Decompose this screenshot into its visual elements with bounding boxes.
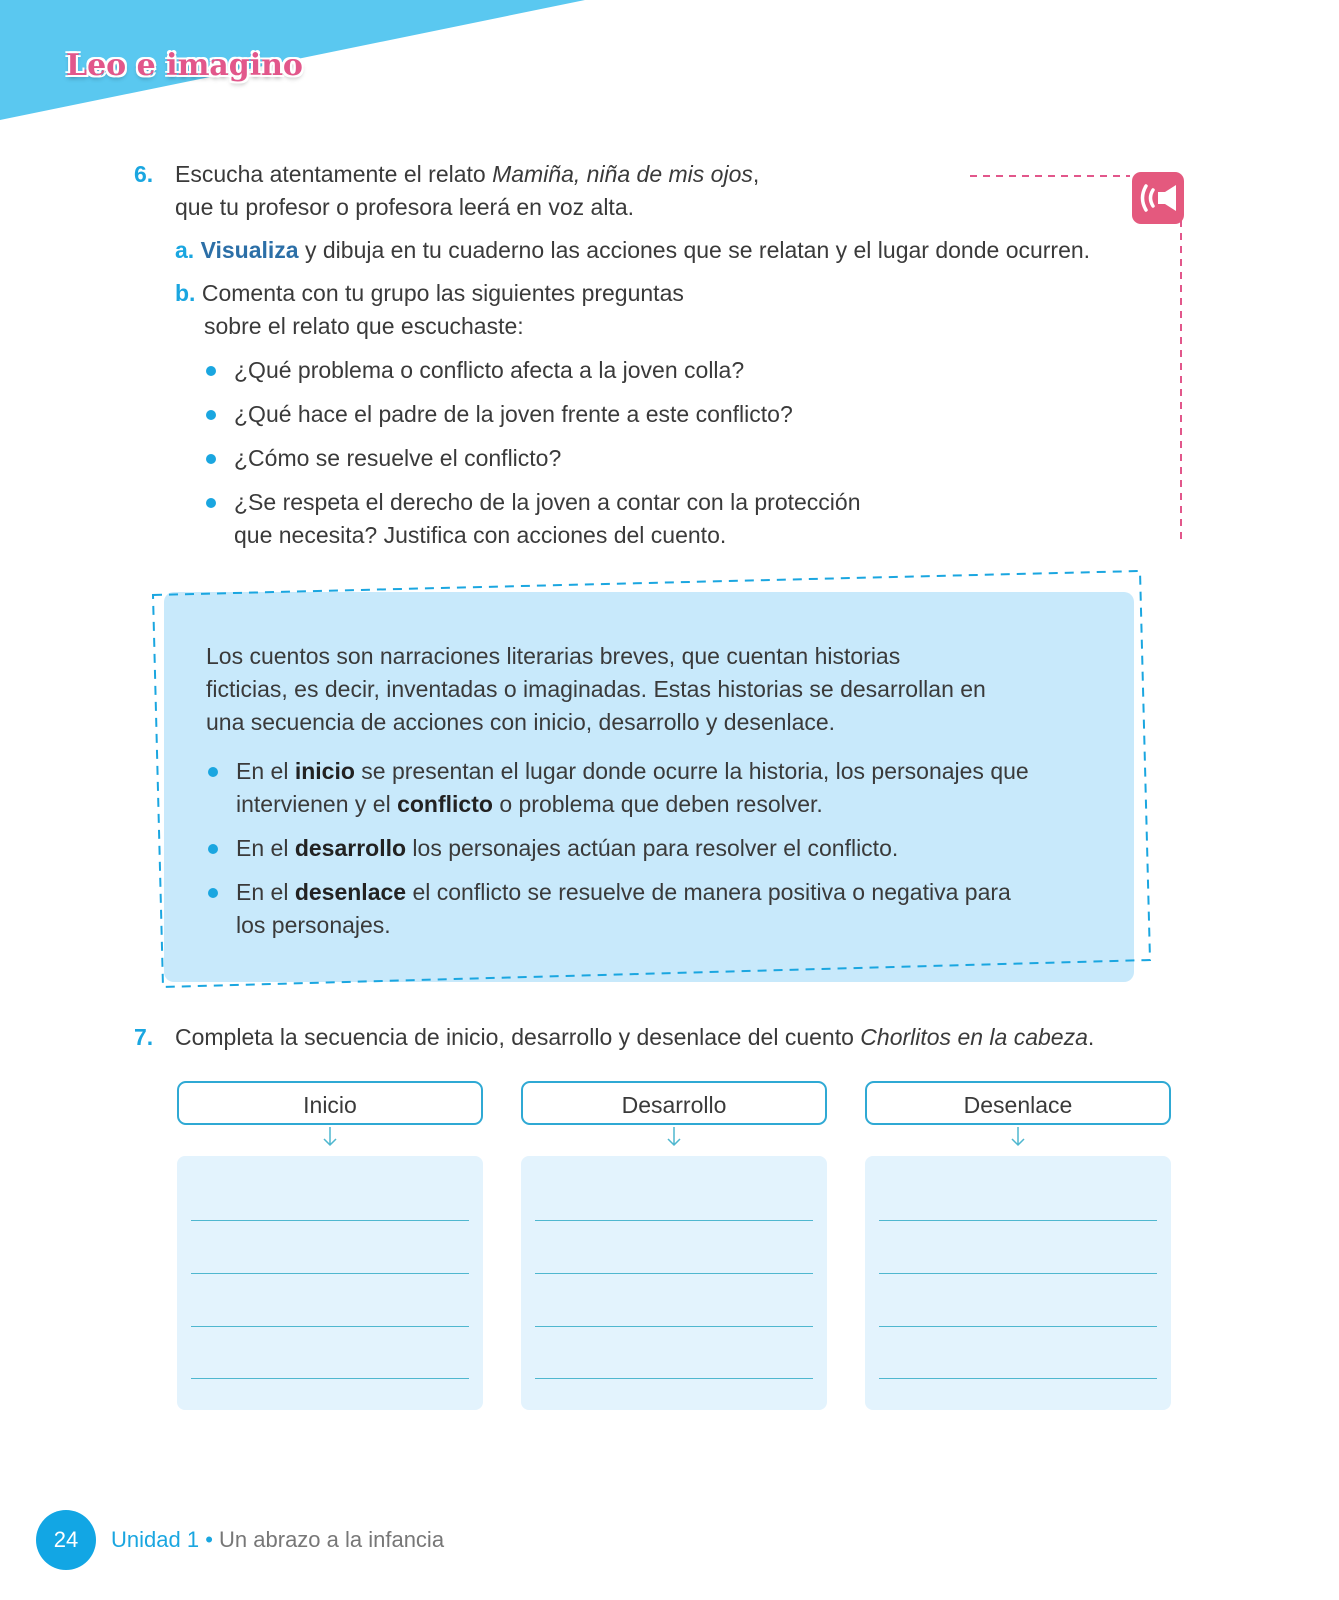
info-text: el conflicto se resuelve de manera positiva o negativa para los personajes. — [236, 879, 1011, 938]
answer-line[interactable] — [879, 1273, 1157, 1274]
subitem-text: Comenta con tu grupo las siguientes preguntas — [201, 280, 684, 306]
bullet-icon — [208, 844, 218, 854]
page-number: 24 — [36, 1510, 96, 1570]
answer-line[interactable] — [879, 1378, 1157, 1379]
answer-line[interactable] — [535, 1378, 813, 1379]
answer-line[interactable] — [191, 1326, 469, 1327]
sequence-header: Desenlace — [865, 1081, 1171, 1125]
subitem-label: a. — [175, 237, 195, 263]
answer-box[interactable] — [177, 1156, 483, 1410]
keyword-visualiza: Visualiza — [200, 237, 299, 263]
list-item — [204, 486, 904, 552]
unit-title: Un abrazo a la infancia — [219, 1527, 445, 1552]
question-text-line2: que tu profesor o profesora leerá en voz alta. — [175, 194, 635, 220]
sequence-header: Inicio — [177, 1081, 483, 1125]
answer-line[interactable] — [535, 1273, 813, 1274]
sequence-column-desarrollo — [521, 1081, 827, 1410]
punctuation: , — [752, 161, 760, 187]
subitem-text-line2: sobre el relato que escuchaste: — [204, 313, 524, 339]
bullet-icon — [206, 410, 216, 420]
question-item-text: ¿Qué problema o conflicto afecta a la joven colla? — [234, 357, 745, 383]
answer-line[interactable] — [879, 1220, 1157, 1221]
section-title: Leo e imagino — [66, 48, 303, 83]
footer-unit — [111, 1527, 444, 1553]
keyword-conflicto: conflicto — [397, 791, 493, 817]
question-item-text: ¿Cómo se resuelve el conflicto? — [234, 445, 562, 471]
answer-box[interactable] — [865, 1156, 1171, 1410]
answer-box[interactable] — [521, 1156, 827, 1410]
keyword-inicio: inicio — [294, 758, 355, 784]
bullet-icon — [206, 454, 216, 464]
answer-line[interactable] — [191, 1220, 469, 1221]
arrow-down-icon — [177, 1125, 483, 1149]
info-intro — [206, 640, 1106, 739]
info-text: los personajes actúan para resolver el conflicto. — [406, 835, 899, 861]
info-intro-line1: Los cuentos son narraciones literarias breves, que cuentan historias — [206, 643, 901, 669]
audio-connector — [960, 168, 1190, 548]
question-text: Completa la secuencia de inicio, desarrollo y desenlace del cuento — [175, 1024, 861, 1050]
question-number: 6. — [134, 161, 154, 187]
keyword-desarrollo: desarrollo — [294, 835, 407, 861]
answer-line[interactable] — [535, 1220, 813, 1221]
punctuation: . — [1087, 1024, 1095, 1050]
info-text: o problema que deben resolver. — [492, 791, 823, 817]
list-item — [204, 354, 904, 387]
info-intro-line2: ficticias, es decir, inventadas o imaginadas. Estas historias se desarrollan en — [206, 676, 986, 702]
answer-line[interactable] — [191, 1378, 469, 1379]
sequence-column-desenlace — [865, 1081, 1171, 1410]
info-content — [206, 640, 1106, 953]
separator-bullet: • — [205, 1527, 213, 1552]
list-item — [206, 876, 1036, 942]
questions-list — [204, 354, 904, 552]
bullet-icon — [208, 767, 218, 777]
arrow-down-icon — [865, 1125, 1171, 1149]
story-title: Mamiña, niña de mis ojos — [492, 161, 753, 187]
sequence-header: Desarrollo — [521, 1081, 827, 1125]
keyword-desenlace: desenlace — [294, 879, 407, 905]
bullet-icon — [208, 888, 218, 898]
sequence-column-inicio — [177, 1081, 483, 1410]
list-item — [206, 832, 1086, 865]
info-text: En el — [236, 758, 295, 784]
info-text: En el — [236, 879, 295, 905]
info-intro-line3: una secuencia de acciones con inicio, desarrollo y desenlace. — [206, 709, 836, 735]
answer-line[interactable] — [191, 1273, 469, 1274]
subitem-text: y dibuja en tu cuaderno las acciones que se relatan y el lugar donde ocurren. — [298, 237, 1091, 263]
question-number: 7. — [134, 1024, 154, 1050]
story-title: Chorlitos en la cabeza — [860, 1024, 1088, 1050]
question-7 — [134, 1021, 1234, 1054]
info-text: En el — [236, 835, 295, 861]
list-item — [206, 755, 1086, 821]
speaker-icon[interactable] — [1132, 172, 1184, 224]
question-item-text: ¿Se respeta el derecho de la joven a contar con la protección que necesita? Justifica con acciones del cuento. — [234, 489, 861, 548]
bullet-icon — [206, 498, 216, 508]
info-text: se presentan el lugar donde ocurre la historia, los personajes que intervienen y el — [236, 758, 1029, 817]
answer-line[interactable] — [535, 1326, 813, 1327]
list-item — [204, 398, 904, 431]
question-text: Escucha atentamente el relato — [175, 161, 493, 187]
list-item — [204, 442, 904, 475]
answer-line[interactable] — [879, 1326, 1157, 1327]
bullet-icon — [206, 366, 216, 376]
info-list — [206, 755, 1086, 942]
unit-label: Unidad 1 — [111, 1527, 200, 1552]
arrow-down-icon — [521, 1125, 827, 1149]
subitem-label: b. — [175, 280, 196, 306]
question-item-text: ¿Qué hace el padre de la joven frente a este conflicto? — [234, 401, 793, 427]
